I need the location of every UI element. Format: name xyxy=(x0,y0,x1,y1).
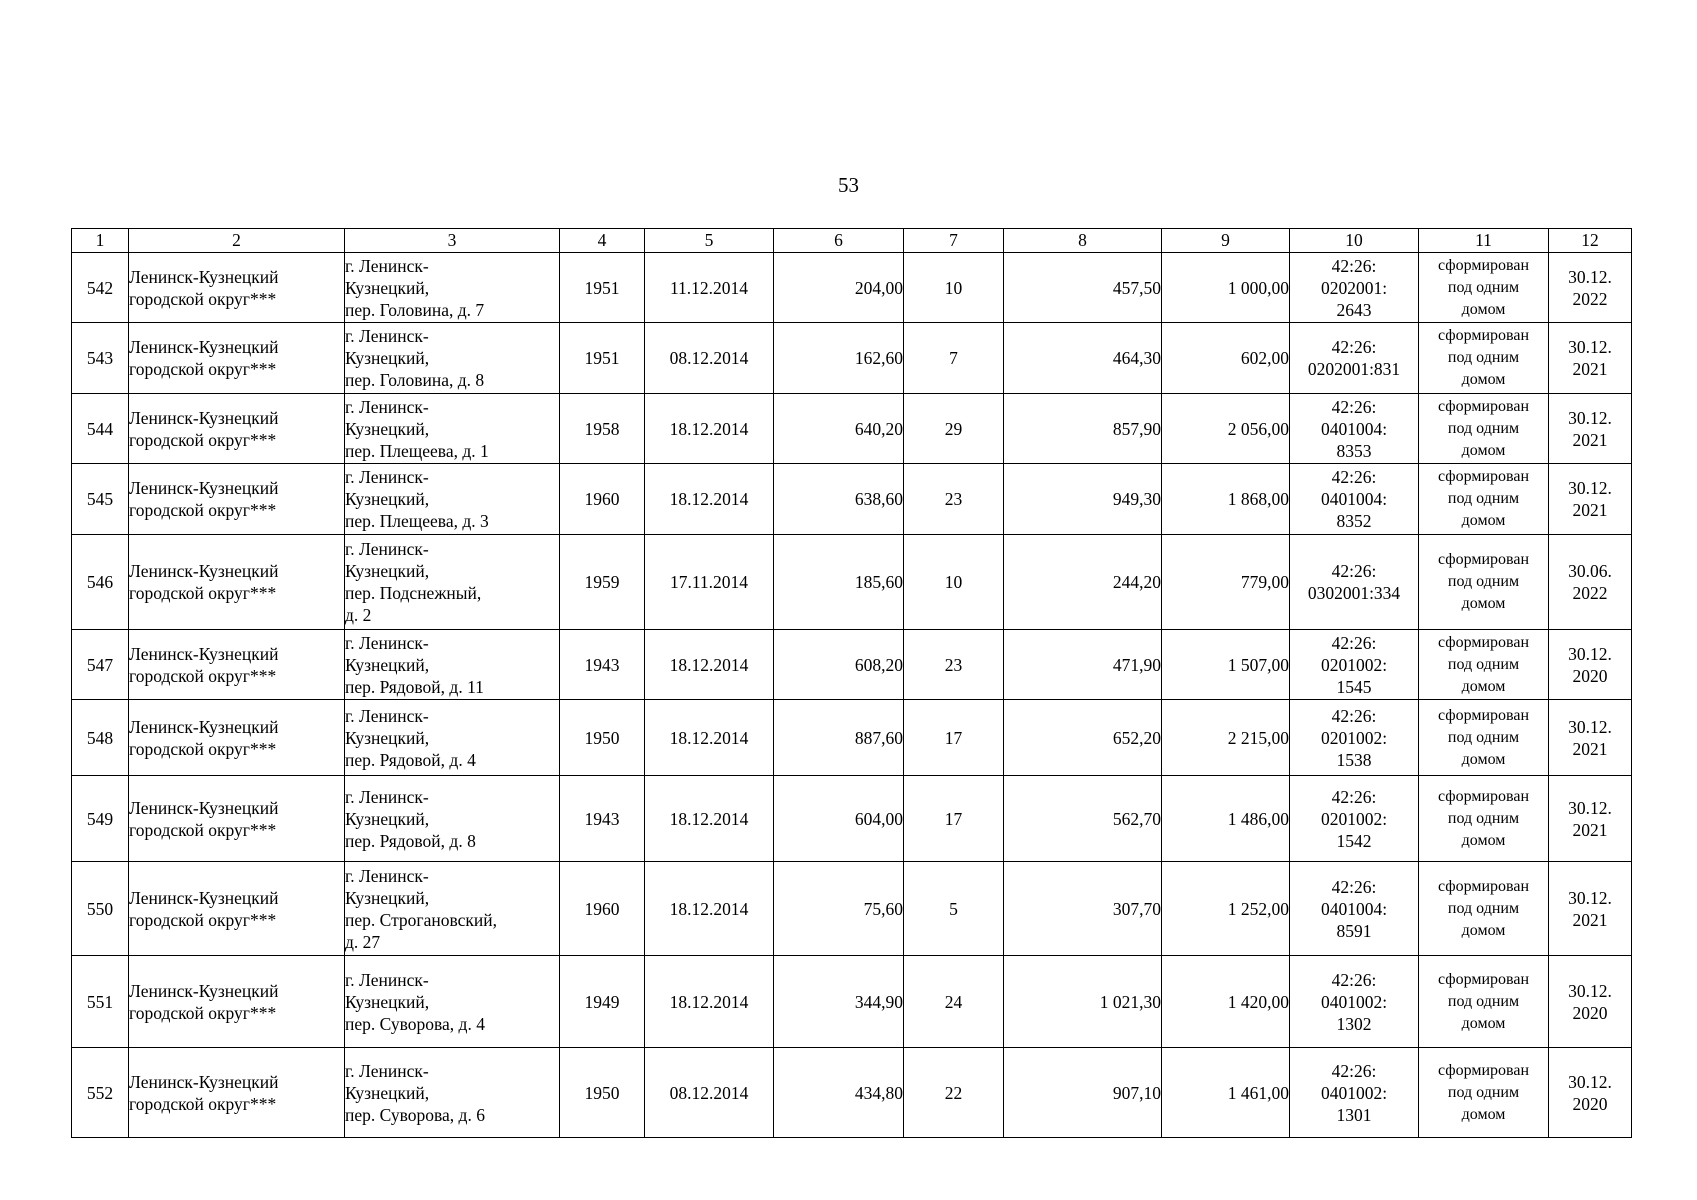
column-6-cell-text: 185,60 xyxy=(854,572,903,592)
column-7-cell xyxy=(904,394,1004,464)
column-8-cell-text: 464,30 xyxy=(1112,348,1161,368)
date-cell xyxy=(645,776,774,862)
status-cell-text: сформирован под одним домом xyxy=(1437,1061,1530,1123)
status-cell xyxy=(1419,700,1549,776)
column-9-cell xyxy=(1162,700,1290,776)
row-number-cell xyxy=(72,253,129,323)
column-9-cell xyxy=(1162,323,1290,394)
municipality-cell-text: Ленинск-Кузнецкий городской округ*** xyxy=(129,643,279,686)
year-cell-text: 1943 xyxy=(584,654,620,675)
deadline-cell-text: 30.06. 2022 xyxy=(1568,561,1612,603)
deadline-cell xyxy=(1549,776,1632,862)
municipality-cell xyxy=(129,956,345,1048)
municipality-cell-text: Ленинск-Кузнецкий городской округ*** xyxy=(129,716,279,759)
date-cell-text: 11.12.2014 xyxy=(669,277,749,298)
status-cell xyxy=(1419,956,1549,1048)
column-6-cell xyxy=(774,535,904,630)
date-cell xyxy=(645,323,774,394)
column-9-cell-text: 2 056,00 xyxy=(1227,418,1289,439)
column-8-cell-text: 244,20 xyxy=(1112,572,1161,592)
status-cell xyxy=(1419,323,1549,394)
column-9-cell-text: 1 486,00 xyxy=(1227,808,1289,829)
year-cell-text: 1960 xyxy=(584,489,620,509)
column-6-cell-text: 344,90 xyxy=(854,991,903,1012)
municipality-cell-text: Ленинск-Кузнецкий городской округ*** xyxy=(129,980,279,1023)
address-cell xyxy=(345,776,560,862)
column-6-cell-text: 638,60 xyxy=(854,489,903,509)
year-cell xyxy=(560,253,645,323)
column-7-cell-text: 29 xyxy=(944,418,963,439)
column-9-cell-text: 1 000,00 xyxy=(1227,277,1289,298)
column-7-cell-text: 5 xyxy=(949,898,958,919)
deadline-cell xyxy=(1549,394,1632,464)
date-cell xyxy=(645,535,774,630)
cadastral-number-cell xyxy=(1290,630,1419,700)
column-6-cell xyxy=(774,394,904,464)
year-cell-text: 1951 xyxy=(584,277,620,298)
column-8-cell-text: 471,90 xyxy=(1112,654,1161,675)
column-8-cell xyxy=(1004,630,1162,700)
year-cell-text: 1950 xyxy=(584,1082,620,1103)
column-7-cell xyxy=(904,956,1004,1048)
year-cell-text: 1960 xyxy=(584,898,620,919)
status-cell xyxy=(1419,535,1549,630)
column-header: 10 xyxy=(1290,229,1419,253)
deadline-cell xyxy=(1549,253,1632,323)
row-number-cell-text: 548 xyxy=(86,727,114,748)
column-8-cell xyxy=(1004,776,1162,862)
column-7-cell-text: 10 xyxy=(944,277,963,298)
column-header: 7 xyxy=(904,229,1004,253)
address-cell xyxy=(345,630,560,700)
row-number-cell xyxy=(72,700,129,776)
column-8-cell-text: 457,50 xyxy=(1112,277,1161,298)
column-7-cell xyxy=(904,535,1004,630)
column-9-cell-text: 1 868,00 xyxy=(1227,489,1289,509)
cadastral-number-cell xyxy=(1290,1048,1419,1138)
table-row xyxy=(72,323,1632,394)
column-6-cell-text: 604,00 xyxy=(854,808,903,829)
column-7-cell xyxy=(904,253,1004,323)
column-6-cell-text: 640,20 xyxy=(854,418,903,439)
year-cell-text: 1950 xyxy=(584,727,620,748)
address-cell xyxy=(345,862,560,956)
date-cell-text: 08.12.2014 xyxy=(669,348,749,368)
column-6-cell-text: 75,60 xyxy=(863,898,903,919)
status-cell-text: сформирован под одним домом xyxy=(1437,468,1530,529)
table-row xyxy=(72,700,1632,776)
row-number-cell-text: 543 xyxy=(86,348,114,368)
deadline-cell xyxy=(1549,630,1632,700)
row-number-cell xyxy=(72,1048,129,1138)
status-cell xyxy=(1419,1048,1549,1138)
column-6-cell xyxy=(774,1048,904,1138)
address-cell xyxy=(345,956,560,1048)
year-cell xyxy=(560,956,645,1048)
date-cell-text: 18.12.2014 xyxy=(669,418,749,439)
column-9-cell-text: 779,00 xyxy=(1240,572,1289,592)
date-cell xyxy=(645,700,774,776)
column-7-cell xyxy=(904,323,1004,394)
column-6-cell-text: 204,00 xyxy=(854,277,903,298)
column-8-cell-text: 1 021,30 xyxy=(1099,991,1161,1012)
address-cell xyxy=(345,323,560,394)
deadline-cell-text: 30.12. 2021 xyxy=(1568,337,1612,379)
year-cell xyxy=(560,630,645,700)
column-6-cell xyxy=(774,253,904,323)
cadastral-number-cell xyxy=(1290,394,1419,464)
table-row xyxy=(72,956,1632,1048)
row-number-cell-text: 549 xyxy=(86,808,114,829)
municipality-cell xyxy=(129,394,345,464)
municipality-cell-text: Ленинск-Кузнецкий городской округ*** xyxy=(129,266,279,309)
status-cell xyxy=(1419,630,1549,700)
municipality-cell xyxy=(129,535,345,630)
date-cell xyxy=(645,1048,774,1138)
cadastral-number-cell-text: 42:26: 0401002: 1301 xyxy=(1320,1060,1388,1125)
cadastral-number-cell xyxy=(1290,253,1419,323)
column-6-cell xyxy=(774,464,904,535)
column-7-cell-text: 7 xyxy=(949,348,958,368)
address-cell xyxy=(345,253,560,323)
column-9-cell xyxy=(1162,253,1290,323)
row-number-cell xyxy=(72,394,129,464)
column-7-cell xyxy=(904,464,1004,535)
cadastral-number-cell-text: 42:26: 0201002: 1542 xyxy=(1320,786,1388,851)
deadline-cell xyxy=(1549,1048,1632,1138)
date-cell-text: 17.11.2014 xyxy=(669,572,749,592)
status-cell xyxy=(1419,464,1549,535)
year-cell-text: 1958 xyxy=(584,418,620,439)
header-row xyxy=(72,229,1632,253)
municipality-cell xyxy=(129,1048,345,1138)
row-number-cell-text: 550 xyxy=(86,898,114,919)
column-7-cell xyxy=(904,862,1004,956)
column-6-cell-text: 162,60 xyxy=(854,348,903,368)
date-cell xyxy=(645,253,774,323)
column-6-cell xyxy=(774,956,904,1048)
year-cell-text: 1951 xyxy=(584,348,620,368)
column-6-cell xyxy=(774,700,904,776)
address-cell xyxy=(345,535,560,630)
municipality-cell xyxy=(129,700,345,776)
year-cell xyxy=(560,464,645,535)
year-cell xyxy=(560,700,645,776)
column-header: 5 xyxy=(645,229,774,253)
column-header: 11 xyxy=(1419,229,1549,253)
address-cell-text: г. Ленинск- Кузнецкий, пер. Плещеева, д. 3 xyxy=(345,467,489,531)
column-7-cell-text: 10 xyxy=(944,572,963,592)
column-header: 4 xyxy=(560,229,645,253)
column-7-cell-text: 23 xyxy=(944,654,963,675)
cadastral-number-cell xyxy=(1290,535,1419,630)
status-cell-text: сформирован под одним домом xyxy=(1437,787,1530,849)
municipality-cell-text: Ленинск-Кузнецкий городской округ*** xyxy=(129,478,279,520)
column-8-cell xyxy=(1004,323,1162,394)
table-row xyxy=(72,630,1632,700)
column-7-cell-text: 24 xyxy=(944,991,963,1012)
column-7-cell xyxy=(904,630,1004,700)
column-6-cell-text: 608,20 xyxy=(854,654,903,675)
address-cell-text: г. Ленинск- Кузнецкий, пер. Строгановский, д. 27 xyxy=(345,865,498,952)
municipality-cell-text: Ленинск-Кузнецкий городской округ*** xyxy=(129,337,279,379)
cadastral-number-cell xyxy=(1290,700,1419,776)
date-cell-text: 18.12.2014 xyxy=(669,808,749,829)
municipality-cell-text: Ленинск-Кузнецкий городской округ*** xyxy=(129,561,279,603)
municipality-cell xyxy=(129,862,345,956)
column-9-cell xyxy=(1162,535,1290,630)
address-cell-text: г. Ленинск- Кузнецкий, пер. Плещеева, д. 1 xyxy=(345,396,489,461)
column-9-cell xyxy=(1162,464,1290,535)
column-8-cell-text: 652,20 xyxy=(1112,727,1161,748)
address-cell-text: г. Ленинск- Кузнецкий, пер. Рядовой, д. 11 xyxy=(345,632,484,697)
status-cell-text: сформирован под одним домом xyxy=(1437,970,1530,1032)
year-cell-text: 1959 xyxy=(584,572,620,592)
cadastral-number-cell-text: 42:26: 0401002: 1302 xyxy=(1320,969,1388,1034)
municipality-cell xyxy=(129,323,345,394)
date-cell-text: 18.12.2014 xyxy=(669,654,749,675)
row-number-cell xyxy=(72,776,129,862)
address-cell-text: г. Ленинск- Кузнецкий, пер. Суворова, д. 6 xyxy=(345,1060,485,1125)
year-cell-text: 1943 xyxy=(584,808,620,829)
status-cell xyxy=(1419,862,1549,956)
row-number-cell xyxy=(72,956,129,1048)
status-cell-text: сформирован под одним домом xyxy=(1437,397,1530,459)
column-8-cell xyxy=(1004,464,1162,535)
address-cell-text: г. Ленинск- Кузнецкий, пер. Суворова, д. 4 xyxy=(345,969,485,1034)
column-header: 6 xyxy=(774,229,904,253)
column-9-cell xyxy=(1162,862,1290,956)
table-row xyxy=(72,464,1632,535)
column-8-cell xyxy=(1004,700,1162,776)
address-cell-text: г. Ленинск- Кузнецкий, пер. Головина, д. 7 xyxy=(345,255,485,320)
cadastral-number-cell-text: 42:26: 0401004: 8352 xyxy=(1320,467,1388,531)
column-7-cell-text: 22 xyxy=(944,1082,963,1103)
column-7-cell-text: 17 xyxy=(944,727,963,748)
column-8-cell-text: 857,90 xyxy=(1112,418,1161,439)
deadline-cell-text: 30.12. 2021 xyxy=(1568,716,1612,759)
column-6-cell xyxy=(774,776,904,862)
column-9-cell xyxy=(1162,776,1290,862)
deadline-cell xyxy=(1549,464,1632,535)
municipality-cell xyxy=(129,630,345,700)
cadastral-number-cell xyxy=(1290,776,1419,862)
column-8-cell xyxy=(1004,862,1162,956)
address-cell xyxy=(345,394,560,464)
year-cell xyxy=(560,862,645,956)
deadline-cell-text: 30.12. 2021 xyxy=(1568,887,1612,930)
column-9-cell-text: 602,00 xyxy=(1240,348,1289,368)
deadline-cell xyxy=(1549,323,1632,394)
year-cell-text: 1949 xyxy=(584,991,620,1012)
date-cell-text: 18.12.2014 xyxy=(669,727,749,748)
deadline-cell-text: 30.12. 2020 xyxy=(1568,1071,1612,1114)
column-9-cell-text: 2 215,00 xyxy=(1227,727,1289,748)
date-cell-text: 18.12.2014 xyxy=(669,991,749,1012)
year-cell xyxy=(560,394,645,464)
date-cell-text: 08.12.2014 xyxy=(669,1082,749,1103)
status-cell xyxy=(1419,253,1549,323)
status-cell-text: сформирован под одним домом xyxy=(1437,877,1530,939)
municipality-cell xyxy=(129,464,345,535)
column-header: 2 xyxy=(129,229,345,253)
row-number-cell xyxy=(72,464,129,535)
cadastral-number-cell-text: 42:26: 0401004: 8353 xyxy=(1320,396,1388,461)
date-cell xyxy=(645,956,774,1048)
column-header: 3 xyxy=(345,229,560,253)
column-9-cell xyxy=(1162,956,1290,1048)
status-cell-text: сформирован под одним домом xyxy=(1437,256,1530,318)
column-header: 8 xyxy=(1004,229,1162,253)
cadastral-number-cell xyxy=(1290,464,1419,535)
year-cell xyxy=(560,776,645,862)
deadline-cell xyxy=(1549,535,1632,630)
column-9-cell-text: 1 461,00 xyxy=(1227,1082,1289,1103)
table-row xyxy=(72,253,1632,323)
cadastral-number-cell-text: 42:26: 0302001:334 xyxy=(1307,561,1401,603)
status-cell-text: сформирован под одним домом xyxy=(1437,706,1530,768)
municipality-cell xyxy=(129,253,345,323)
date-cell-text: 18.12.2014 xyxy=(669,489,749,509)
column-7-cell-text: 23 xyxy=(944,489,963,509)
address-cell-text: г. Ленинск- Кузнецкий, пер. Подснежный, д. 2 xyxy=(345,539,482,625)
date-cell xyxy=(645,394,774,464)
cadastral-number-cell xyxy=(1290,862,1419,956)
address-cell-text: г. Ленинск- Кузнецкий, пер. Рядовой, д. 8 xyxy=(345,786,476,851)
column-6-cell-text: 887,60 xyxy=(854,727,903,748)
cadastral-number-cell xyxy=(1290,323,1419,394)
column-9-cell xyxy=(1162,1048,1290,1138)
deadline-cell-text: 30.12. 2020 xyxy=(1568,643,1612,686)
deadline-cell xyxy=(1549,700,1632,776)
column-9-cell-text: 1 252,00 xyxy=(1227,898,1289,919)
page-number: 53 xyxy=(838,173,859,197)
column-7-cell xyxy=(904,1048,1004,1138)
column-9-cell-text: 1 420,00 xyxy=(1227,991,1289,1012)
table-row xyxy=(72,776,1632,862)
column-9-cell xyxy=(1162,394,1290,464)
column-6-cell-text: 434,80 xyxy=(854,1082,903,1103)
row-number-cell-text: 542 xyxy=(86,277,114,298)
row-number-cell-text: 546 xyxy=(86,572,114,592)
column-8-cell-text: 907,10 xyxy=(1112,1082,1161,1103)
address-cell-text: г. Ленинск- Кузнецкий, пер. Головина, д. 8 xyxy=(345,326,485,390)
row-number-cell-text: 545 xyxy=(86,489,114,509)
municipality-cell-text: Ленинск-Кузнецкий городской округ*** xyxy=(129,887,279,930)
municipality-cell-text: Ленинск-Кузнецкий городской округ*** xyxy=(129,1071,279,1114)
column-7-cell xyxy=(904,776,1004,862)
cadastral-number-cell-text: 42:26: 0401004: 8591 xyxy=(1320,876,1388,941)
address-cell xyxy=(345,464,560,535)
table-row xyxy=(72,1048,1632,1138)
column-7-cell-text: 17 xyxy=(944,808,963,829)
column-6-cell xyxy=(774,862,904,956)
row-number-cell xyxy=(72,535,129,630)
date-cell-text: 18.12.2014 xyxy=(669,898,749,919)
date-cell xyxy=(645,630,774,700)
deadline-cell-text: 30.12. 2022 xyxy=(1568,266,1612,309)
municipality-cell xyxy=(129,776,345,862)
address-cell-text: г. Ленинск- Кузнецкий, пер. Рядовой, д. 4 xyxy=(345,705,476,770)
registry-table xyxy=(71,228,1632,1138)
municipality-cell-text: Ленинск-Кузнецкий городской округ*** xyxy=(129,797,279,840)
status-cell-text: сформирован под одним домом xyxy=(1437,551,1530,612)
status-cell-text: сформирован под одним домом xyxy=(1437,633,1530,695)
column-8-cell xyxy=(1004,253,1162,323)
row-number-cell-text: 544 xyxy=(86,418,114,439)
column-8-cell xyxy=(1004,1048,1162,1138)
cadastral-number-cell-text: 42:26: 0201002: 1538 xyxy=(1320,705,1388,770)
address-cell xyxy=(345,700,560,776)
cadastral-number-cell xyxy=(1290,956,1419,1048)
column-8-cell xyxy=(1004,956,1162,1048)
column-header: 1 xyxy=(72,229,129,253)
deadline-cell-text: 30.12. 2021 xyxy=(1568,407,1612,450)
table-row xyxy=(72,394,1632,464)
table-row xyxy=(72,535,1632,630)
column-8-cell xyxy=(1004,535,1162,630)
column-6-cell xyxy=(774,323,904,394)
table-row xyxy=(72,862,1632,956)
year-cell xyxy=(560,1048,645,1138)
column-8-cell-text: 949,30 xyxy=(1112,489,1161,509)
cadastral-number-cell-text: 42:26: 0201002: 1545 xyxy=(1320,632,1388,697)
column-8-cell xyxy=(1004,394,1162,464)
cadastral-number-cell-text: 42:26: 0202001:831 xyxy=(1307,337,1401,379)
cadastral-number-cell-text: 42:26: 0202001: 2643 xyxy=(1320,255,1388,320)
column-8-cell-text: 562,70 xyxy=(1112,808,1161,829)
column-6-cell xyxy=(774,630,904,700)
row-number-cell xyxy=(72,323,129,394)
column-7-cell xyxy=(904,700,1004,776)
column-header: 9 xyxy=(1162,229,1290,253)
status-cell xyxy=(1419,776,1549,862)
address-cell xyxy=(345,1048,560,1138)
deadline-cell-text: 30.12. 2021 xyxy=(1568,797,1612,840)
year-cell xyxy=(560,323,645,394)
deadline-cell-text: 30.12. 2021 xyxy=(1568,478,1612,520)
column-header: 12 xyxy=(1549,229,1632,253)
column-8-cell-text: 307,70 xyxy=(1112,898,1161,919)
row-number-cell-text: 547 xyxy=(86,654,114,675)
status-cell xyxy=(1419,394,1549,464)
row-number-cell xyxy=(72,862,129,956)
row-number-cell xyxy=(72,630,129,700)
column-9-cell xyxy=(1162,630,1290,700)
municipality-cell-text: Ленинск-Кузнецкий городской округ*** xyxy=(129,407,279,450)
year-cell xyxy=(560,535,645,630)
date-cell xyxy=(645,862,774,956)
status-cell-text: сформирован под одним домом xyxy=(1437,327,1530,388)
column-9-cell-text: 1 507,00 xyxy=(1227,654,1289,675)
row-number-cell-text: 551 xyxy=(86,991,114,1012)
deadline-cell xyxy=(1549,862,1632,956)
deadline-cell-text: 30.12. 2020 xyxy=(1568,980,1612,1023)
deadline-cell xyxy=(1549,956,1632,1048)
date-cell xyxy=(645,464,774,535)
row-number-cell-text: 552 xyxy=(86,1082,114,1103)
